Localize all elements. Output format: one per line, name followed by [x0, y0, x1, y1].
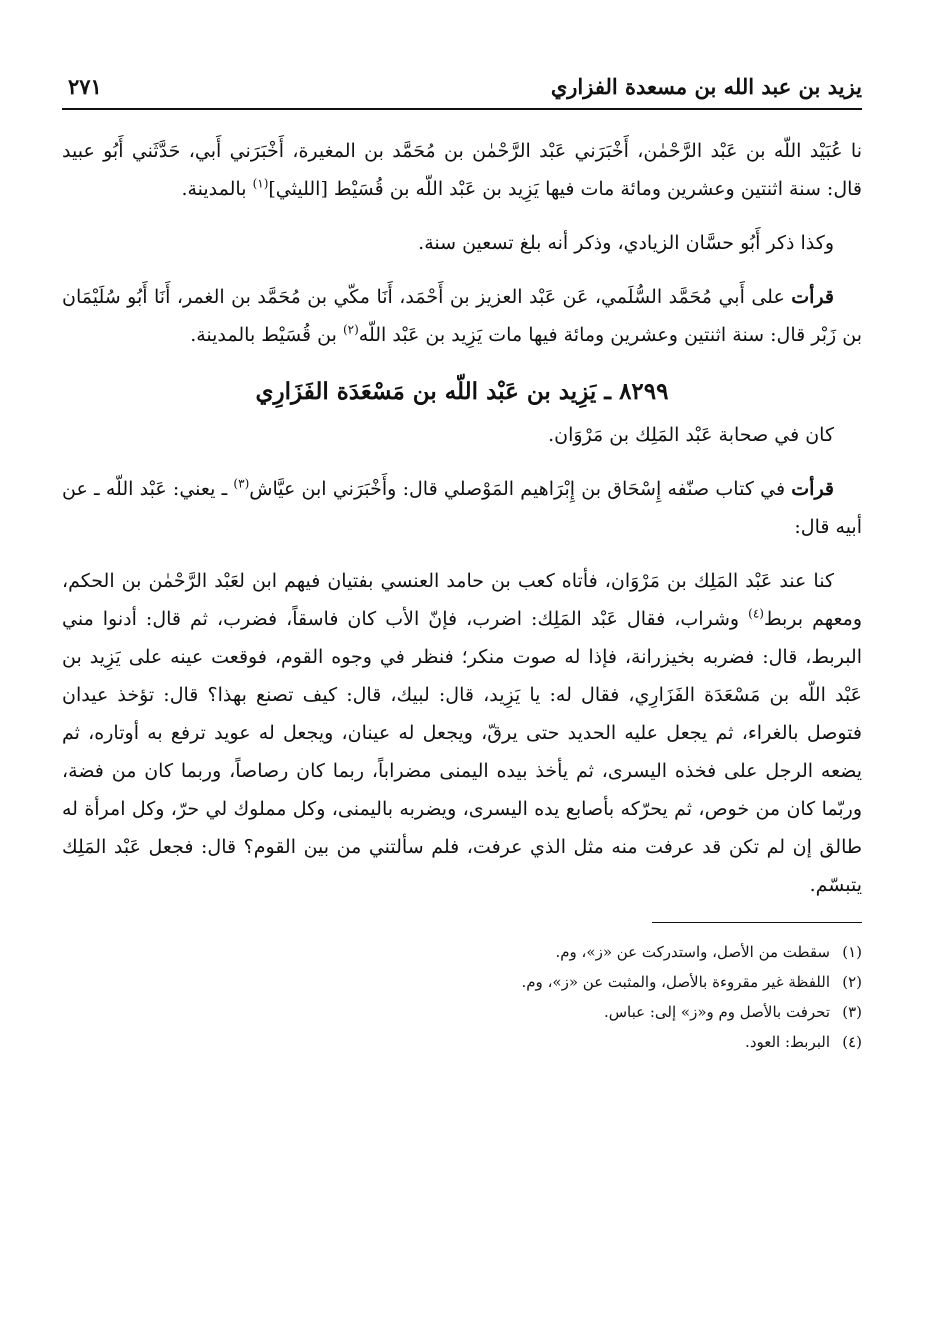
paragraph-text: كان في صحابة عَبْد المَلِك بن مَرْوَان.: [548, 424, 834, 446]
footnote-text: البربط: العود.: [745, 1033, 830, 1051]
footnote-ref: (٣): [233, 476, 250, 491]
footnote-ref: (٤): [748, 606, 764, 621]
footnote: [62, 967, 862, 997]
lead-word: قرأت: [791, 286, 834, 308]
paragraph-3: [62, 278, 862, 354]
paragraph-tail: بالمدينة.: [181, 178, 253, 200]
paragraph-text: على أَبي مُحَمَّد السُّلَمي، عَن عَبْد العزيز بن أَحْمَد، أَنَا مكّي بن مُحَمَّد بن الغمر، أَنَا أَبُو سُلَيْمَان بن زَبْر قال: سنة اثنتين وعشرين ومائة فيها مات يَزِيد بن عَبْد اللّه: [62, 286, 862, 346]
running-title: يزيد بن عبد الله بن مسعدة الفزاري: [550, 74, 862, 99]
paragraph-6: [62, 562, 862, 904]
page-number: ٢٧١: [68, 74, 102, 99]
footnote: [62, 997, 862, 1027]
entry-heading: ٨٢٩٩ ـ يَزِيد بن عَبْد اللّه بن مَسْعَدَة الفَزَارِي: [255, 378, 669, 405]
footnote: [62, 937, 862, 967]
paragraph-2: [62, 224, 862, 262]
paragraph-text: كنا عند عَبْد المَلِك بن مَرْوَان، فأتاه كعب بن حامد العنسي بفتيان فيهم ابن لعَبْد الرَّحْمٰن بن الحكم، ومعهم بربط: [62, 570, 862, 630]
footnote-text: سقطت من الأصل، واستدركت عن «ز»، وم.: [555, 943, 830, 961]
body-text: [62, 132, 862, 904]
book-page: [62, 68, 862, 1318]
paragraph-text: وكذا ذكر أَبُو حسَّان الزيادي، وذكر أنه بلغ تسعين سنة.: [418, 232, 834, 254]
paragraph-text: في كتاب صنّفه إِسْحَاق بن إِبْرَاهيم المَوْصلي قال: وأَخْبَرَني ابن عيَّاش: [249, 478, 792, 500]
footnote-ref: (٢): [342, 322, 359, 337]
paragraph-tail: وشراب، فقال عَبْد المَلِك: اضرب، فإنّ الأب كان فاسقاً، فضرب، ثم قال: أدنوا مني البربط، قال: فضربه بخيزرانة، فإذا له صوت منكر؛ فنظر في وجوه القوم، فوقعت عينه على يَزِيد بن عَبْد اللّه بن مَسْعَدَة الفَزَارِي، فقال له: يا يَزِيد، قال: لبيك، قال: كيف تصنع بهذا؟ قال: تؤخذ عيدان فتوصل بالغراء، ثم يجعل عليه الحديد حتى يرقّ، ويجعل له عينان، ويجعل له عويد ترفع به أوتاره، ثم يضعه الرجل على فخذه اليسرى، ثم يأخذ بيده اليمنى مضراباً، ربما كان رصاصاً، وربما كان من فضة، وربّما كان من خوص، ثم يحرّكه بأصابع يده اليسرى، ويضربه باليمنى، وكل مملوك لي حرّ، وكل امرأة له طالق إن لم تكن قد عرفت منه مثل الذي عرفت، فلم سألتني من بين القوم؟ قال: فجعل عَبْد المَلِك يتبسّم.: [62, 608, 862, 896]
paragraph-1: [62, 132, 862, 208]
footnotes: [62, 937, 862, 1057]
lead-word: قرأت: [791, 478, 835, 500]
footnote-number: (٣): [842, 1003, 862, 1021]
page-header: [62, 68, 862, 110]
paragraph-tail: بن قُسَيْط بالمدينة.: [190, 324, 343, 346]
footnote-number: (١): [842, 943, 862, 961]
footnote-text: تحرفت بالأصل وم و«ز» إلى: عباس.: [603, 1003, 830, 1021]
footnote-text: اللفظة غير مقروءة بالأصل، والمثبت عن «ز»، وم.: [521, 973, 830, 991]
footnote: [62, 1027, 862, 1057]
paragraph-text: نا عُبَيْد اللّه بن عَبْد الرَّحْمٰن، أَخْبَرَني عَبْد الرَّحْمٰن بن مُحَمَّد بن المغيرة، أَخْبَرَني أَبي، حَدَّثَني أَبُو عبيد قال: سنة اثنتين وعشرين ومائة مات فيها يَزِيد بن عَبْد اللّه بن قُسَيْط [الليثي]: [62, 140, 862, 200]
paragraph-tail: ـ يعني: عَبْد اللّه ـ عن أبيه قال:: [62, 478, 862, 538]
footnote-divider: [652, 922, 862, 923]
paragraph-5: [62, 470, 862, 546]
footnote-ref: (١): [252, 176, 269, 191]
paragraph-4: [62, 416, 862, 454]
footnote-number: (٤): [842, 1033, 862, 1051]
footnote-number: (٢): [842, 973, 862, 991]
